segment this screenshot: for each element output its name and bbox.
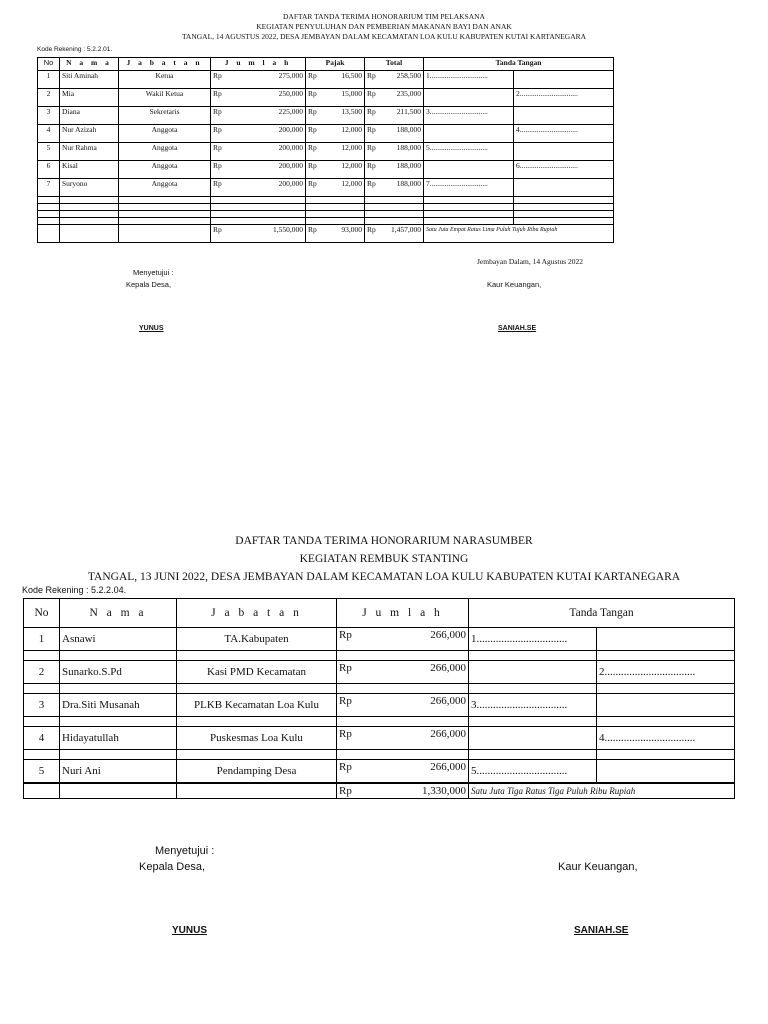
doc1-row-cur3: Rp: [365, 89, 380, 107]
doc1-row-nama: Nur Rahma: [60, 143, 119, 161]
doc2-menyetujui: Menyetujui :: [155, 845, 215, 857]
doc1-total-cur3: Rp: [365, 225, 380, 243]
doc2-title-block: [0, 532, 768, 586]
doc1-table-row: [38, 71, 614, 89]
doc2-total-row: [24, 783, 735, 799]
doc2-title-line2: KEGIATAN REMBUK STANTING: [299, 553, 469, 565]
doc1-row-total: 188,000: [380, 125, 424, 143]
doc1-header-jabatan: J a b a t a n: [119, 58, 211, 71]
doc1-row-jabatan: Anggota: [119, 125, 211, 143]
doc1-row-pajak: 16,500: [321, 71, 365, 89]
doc1-row-jabatan: Anggota: [119, 179, 211, 197]
doc1-row-signature-left: [424, 125, 514, 143]
doc1-total-pajak: 93,000: [321, 225, 365, 243]
doc1-empty-row: [38, 204, 614, 211]
doc1-row-no: 6: [38, 161, 60, 179]
doc1-header-nama: N a m a: [60, 58, 119, 71]
doc1-row-no: 4: [38, 125, 60, 143]
doc1-row-cur3: Rp: [365, 179, 380, 197]
doc2-row-no: 3: [24, 694, 60, 717]
doc1-title-line2: KEGIATAN PENYULUHAN DAN PEMBERIAN MAKANAN BAYI DAN ANAK: [256, 22, 512, 31]
doc1-row-signature-right: 4...............................: [514, 125, 614, 143]
doc1-header-total: Total: [365, 58, 424, 71]
doc2-row-jumlah: 266,000: [359, 760, 469, 784]
doc2-header-jabatan: J a b a t a n: [177, 599, 337, 628]
doc1-row-cur3: Rp: [365, 161, 380, 179]
doc1-sign-right-name: SANIAH.SE: [498, 325, 537, 332]
doc1-sign-left-name: YUNUS: [139, 325, 164, 332]
doc2-row-jumlah: 266,000: [359, 628, 469, 651]
doc1-row-cur2: Rp: [306, 107, 321, 125]
doc1-row-jabatan: Anggota: [119, 161, 211, 179]
doc2-row-signature-left: [469, 727, 597, 750]
doc1-header-pajak: Pajak: [306, 58, 365, 71]
doc2-row-cur: Rp: [337, 661, 359, 684]
doc2-header-tanda-tangan: Tanda Tangan: [469, 599, 735, 628]
doc2-row-signature-left: 1.................................: [469, 628, 597, 651]
doc1-table-row: [38, 107, 614, 125]
doc1-row-cur1: Rp: [211, 125, 226, 143]
doc2-total-jumlah: 1,330,000: [359, 783, 469, 799]
doc2-row-nama: Nuri Ani: [60, 760, 177, 784]
doc2-spacer-row: [24, 717, 735, 727]
doc2-header-no: No: [24, 599, 60, 628]
doc1-kode-rekening: Kode Rekening : 5.2.2.01.: [37, 46, 113, 53]
doc2-row-jabatan: Kasi PMD Kecamatan: [177, 661, 337, 684]
doc1-row-pajak: 12,000: [321, 161, 365, 179]
doc1-row-signature-right: [514, 107, 614, 125]
doc2-table-row: [24, 760, 735, 784]
doc1-row-cur2: Rp: [306, 89, 321, 107]
doc2-table-row: [24, 694, 735, 717]
doc2-spacer-row: [24, 651, 735, 661]
doc1-row-cur2: Rp: [306, 179, 321, 197]
doc1-row-signature-right: 6...............................: [514, 161, 614, 179]
doc1-row-cur1: Rp: [211, 143, 226, 161]
doc2-row-no: 4: [24, 727, 60, 750]
doc1-row-nama: Kisal: [60, 161, 119, 179]
doc1-header-no: No: [38, 58, 60, 71]
doc1-kepala-desa: Kepala Desa,: [126, 280, 172, 289]
doc1-row-signature-right: 2...............................: [514, 89, 614, 107]
doc1-row-total: 258,500: [380, 71, 424, 89]
doc1-total-cur2: Rp: [306, 225, 321, 243]
doc1-row-jumlah: 225,000: [226, 107, 306, 125]
doc1-row-no: 3: [38, 107, 60, 125]
doc1-row-cur1: Rp: [211, 179, 226, 197]
doc1-empty-row: [38, 218, 614, 225]
doc2-table: [23, 598, 735, 799]
doc2-row-no: 1: [24, 628, 60, 651]
doc1-row-nama: Suryono: [60, 179, 119, 197]
doc1-place-date: Jembayan Dalam, 14 Agustus 2022: [477, 257, 584, 266]
doc2-row-nama: Sunarko.S.Pd: [60, 661, 177, 684]
doc1-row-signature-left: 3...............................: [424, 107, 514, 125]
doc1-row-cur3: Rp: [365, 125, 380, 143]
doc2-row-jumlah: 266,000: [359, 694, 469, 717]
doc1-row-jabatan: Wakil Ketua: [119, 89, 211, 107]
doc1-row-cur3: Rp: [365, 107, 380, 125]
doc1-row-nama: Diana: [60, 107, 119, 125]
doc2-row-no: 2: [24, 661, 60, 684]
doc2-row-jumlah: 266,000: [359, 727, 469, 750]
doc1-row-cur1: Rp: [211, 107, 226, 125]
doc1-table: [37, 57, 614, 243]
doc2-row-no: 5: [24, 760, 60, 784]
doc2-row-nama: Dra.Siti Musanah: [60, 694, 177, 717]
doc1-table-row: [38, 143, 614, 161]
doc2-row-cur: Rp: [337, 628, 359, 651]
doc1-row-no: 2: [38, 89, 60, 107]
doc2-row-cur: Rp: [337, 694, 359, 717]
doc1-row-total: 188,000: [380, 161, 424, 179]
doc1-row-jumlah: 200,000: [226, 161, 306, 179]
doc2-row-cur: Rp: [337, 727, 359, 750]
doc1-row-pajak: 12,000: [321, 143, 365, 161]
doc1-row-signature-left: 7...............................: [424, 179, 514, 197]
doc2-row-jabatan: Puskesmas Loa Kulu: [177, 727, 337, 750]
doc1-table-row: [38, 125, 614, 143]
doc1-row-cur1: Rp: [211, 161, 226, 179]
doc1-row-pajak: 13,500: [321, 107, 365, 125]
doc1-row-jumlah: 250,000: [226, 89, 306, 107]
doc2-sign-right-name: SANIAH.SE: [574, 925, 629, 936]
doc2-row-cur: Rp: [337, 760, 359, 784]
doc2-table-row: [24, 727, 735, 750]
doc1-total-terbilang: Satu Juta Empat Ratus Lima Puluh Tujuh Ribu Rupiah: [424, 225, 614, 243]
doc2-row-signature-left: 3.................................: [469, 694, 597, 717]
doc1-row-cur2: Rp: [306, 143, 321, 161]
doc1-total-jumlah: 1,550,000: [226, 225, 306, 243]
doc1-table-row: [38, 179, 614, 197]
doc1-row-signature-left: 5...............................: [424, 143, 514, 161]
doc1-header-tanda-tangan: Tanda Tangan: [424, 58, 614, 71]
doc1-row-jabatan: Anggota: [119, 143, 211, 161]
doc1-row-nama: Mia: [60, 89, 119, 107]
doc2-kode-rekening: Kode Rekening : 5.2.2.04.: [22, 585, 127, 595]
doc1-row-nama: Siti Aminah: [60, 71, 119, 89]
doc1-row-cur3: Rp: [365, 143, 380, 161]
doc1-title-line1: DAFTAR TANDA TERIMA HONORARIUM TIM PELAKSANA: [283, 12, 485, 21]
doc2-row-jabatan: Pendamping Desa: [177, 760, 337, 784]
doc1-header-row: [38, 58, 614, 71]
doc2-total-cur: Rp: [337, 783, 359, 799]
doc2-row-signature-right: [597, 628, 735, 651]
doc1-row-pajak: 12,000: [321, 125, 365, 143]
doc2-row-signature-right: 4.................................: [597, 727, 735, 750]
doc2-row-jabatan: PLKB Kecamatan Loa Kulu: [177, 694, 337, 717]
doc2-row-jumlah: 266,000: [359, 661, 469, 684]
doc2-header-row: [24, 599, 735, 628]
doc2-row-signature-right: [597, 760, 735, 784]
doc2-row-jabatan: TA.Kabupaten: [177, 628, 337, 651]
doc1-total-total: 1,457,000: [380, 225, 424, 243]
doc1-row-total: 188,000: [380, 143, 424, 161]
doc1-empty-row: [38, 197, 614, 204]
doc2-header-nama: N a m a: [60, 599, 177, 628]
doc1-row-jumlah: 200,000: [226, 179, 306, 197]
doc2-kaur-keuangan: Kaur Keuangan,: [558, 861, 638, 873]
doc2-row-nama: Hidayatullah: [60, 727, 177, 750]
doc1-row-jabatan: Ketua: [119, 71, 211, 89]
doc1-row-no: 7: [38, 179, 60, 197]
doc2-row-signature-right: [597, 694, 735, 717]
doc1-row-cur2: Rp: [306, 161, 321, 179]
doc2-table-row: [24, 661, 735, 684]
doc1-total-row: [38, 225, 614, 243]
doc1-title-line3: TANGAL, 14 AGUSTUS 2022, DESA JEMBAYAN DALAM KECAMATAN LOA KULU KABUPATEN KUTAI KARTANEGARA: [181, 32, 587, 41]
doc2-title-line3: TANGAL, 13 JUNI 2022, DESA JEMBAYAN DALAM KECAMATAN LOA KULU KABUPATEN KUTAI KARTANEGARA: [87, 571, 681, 583]
doc1-row-jabatan: Sekretaris: [119, 107, 211, 125]
doc1-row-no: 1: [38, 71, 60, 89]
doc1-empty-row: [38, 211, 614, 218]
doc1-row-signature-right: [514, 143, 614, 161]
doc1-table-row: [38, 89, 614, 107]
doc1-row-signature-left: [424, 89, 514, 107]
doc2-table-row: [24, 628, 735, 651]
doc1-row-cur3: Rp: [365, 71, 380, 89]
doc2-spacer-row: [24, 750, 735, 760]
doc1-row-cur2: Rp: [306, 125, 321, 143]
doc1-row-cur1: Rp: [211, 71, 226, 89]
doc2-row-signature-right: 2.................................: [597, 661, 735, 684]
doc1-kaur-keuangan: Kaur Keuangan,: [487, 280, 542, 289]
doc1-row-jumlah: 200,000: [226, 143, 306, 161]
doc1-row-signature-right: [514, 179, 614, 197]
doc1-row-cur1: Rp: [211, 89, 226, 107]
doc2-spacer-row: [24, 684, 735, 694]
doc2-kepala-desa: Kepala Desa,: [139, 861, 206, 873]
doc1-row-signature-right: [514, 71, 614, 89]
doc1-row-signature-left: 1...............................: [424, 71, 514, 89]
doc1-menyetujui: Menyetujui :: [133, 268, 174, 277]
doc1-header-jumlah: J u m l a h: [211, 58, 306, 71]
doc2-title-line1: DAFTAR TANDA TERIMA HONORARIUM NARASUMBER: [235, 535, 533, 547]
doc1-row-no: 5: [38, 143, 60, 161]
doc2-row-signature-left: [469, 661, 597, 684]
doc1-row-total: 235,000: [380, 89, 424, 107]
doc1-row-signature-left: [424, 161, 514, 179]
doc1-row-jumlah: 275,000: [226, 71, 306, 89]
doc1-row-pajak: 12,000: [321, 179, 365, 197]
doc2-total-terbilang: Satu Juta Tiga Ratus Tiga Puluh Ribu Rupiah: [469, 783, 735, 799]
doc1-row-total: 211,500: [380, 107, 424, 125]
doc2-row-nama: Asnawi: [60, 628, 177, 651]
doc1-table-row: [38, 161, 614, 179]
doc1-title-block: [0, 12, 768, 42]
doc1-row-jumlah: 200,000: [226, 125, 306, 143]
doc2-sign-left-name: YUNUS: [172, 925, 208, 936]
doc1-row-total: 188,000: [380, 179, 424, 197]
doc1-total-cur1: Rp: [211, 225, 226, 243]
doc2-row-signature-left: 5.................................: [469, 760, 597, 784]
doc1-row-nama: Nur Azizah: [60, 125, 119, 143]
doc1-row-pajak: 15,000: [321, 89, 365, 107]
doc1-row-cur2: Rp: [306, 71, 321, 89]
doc2-header-jumlah: J u m l a h: [337, 599, 469, 628]
